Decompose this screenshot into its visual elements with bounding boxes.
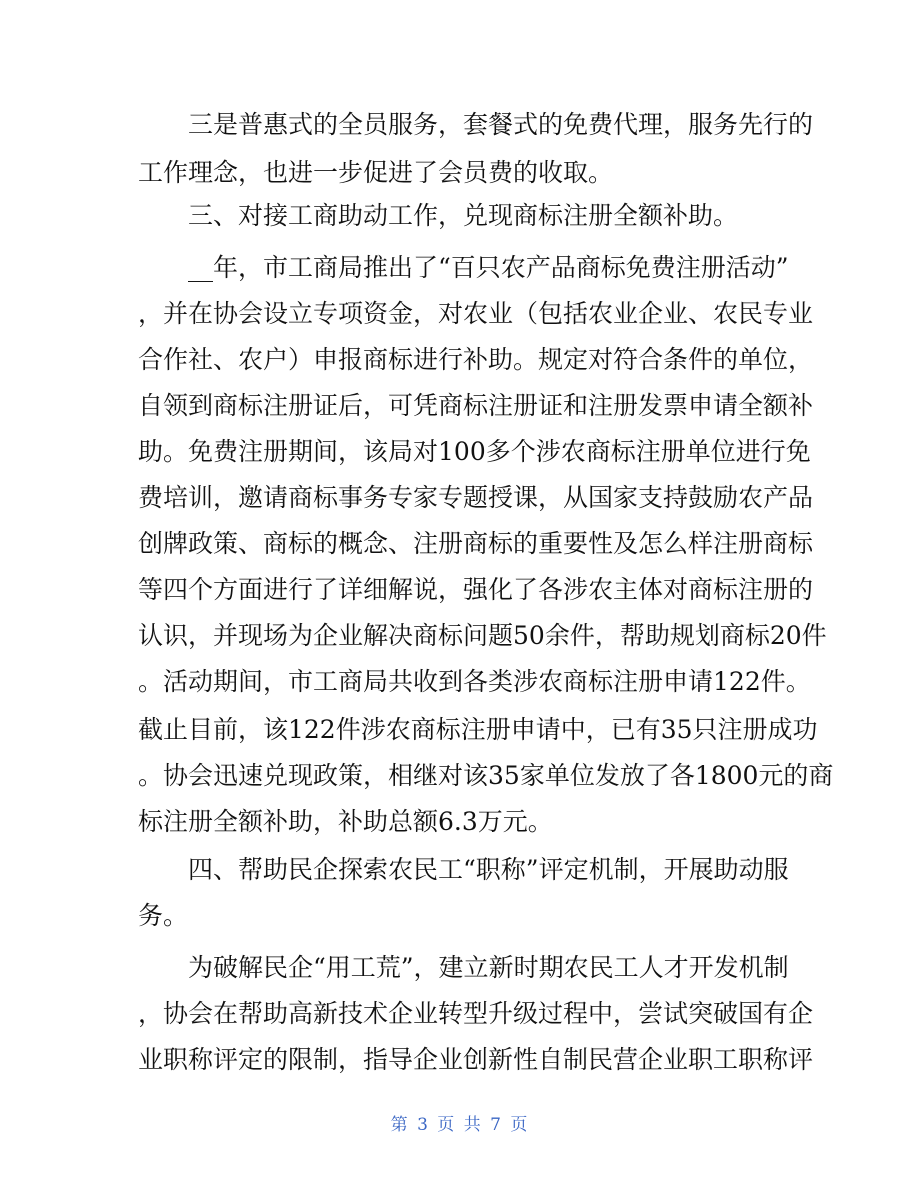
text-line: 业职称评定的限制，指导企业创新性自制民营企业职工职称评 [138, 1045, 814, 1074]
text-line: 截止目前，该122件涉农商标注册申请中，已有35只注册成功 [138, 715, 818, 744]
text-line: ，并在协会设立专项资金，对农业（包括农业企业、农民专业 [138, 299, 814, 328]
page-number: 第 3 页 共 7 页 [390, 1115, 530, 1135]
section-heading: 四、帮助民企探索农民工“职称”评定机制，开展助动服 [188, 855, 789, 884]
text-line: 标注册全额补助，补助总额6.3万元。 [138, 807, 553, 836]
text-line: 助。免费注册期间，该局对100多个涉农商标注册单位进行免 [138, 437, 811, 466]
text-line: 等四个方面进行了详细解说，强化了各涉农主体对商标注册的 [138, 575, 814, 604]
text-line: 三是普惠式的全员服务，套餐式的免费代理，服务先行的 [188, 110, 814, 139]
text-line: __年，市工商局推出了“百只农产品商标免费注册活动” [188, 253, 789, 282]
text-line: 务。 [138, 901, 189, 930]
text-line: 。活动期间，市工商局共收到各类涉农商标注册申请122件。 [138, 667, 811, 696]
text-line: 。协会迅速兑现政策，相继对该35家单位发放了各1800元的商 [138, 761, 834, 790]
text-line: 自领到商标注册证后，可凭商标注册证和注册发票申请全额补 [138, 391, 814, 420]
text-line: 工作理念，也进一步促进了会员费的收取。 [138, 158, 614, 187]
text-line: ，协会在帮助高新技术企业转型升级过程中，尝试突破国有企 [138, 999, 814, 1028]
text-line: 费培训，邀请商标事务专家专题授课，从国家支持鼓励农产品 [138, 483, 814, 512]
section-heading: 三、对接工商助动工作，兑现商标注册全额补助。 [188, 201, 739, 230]
text-line: 合作社、农户）申报商标进行补助。规定对符合条件的单位， [138, 345, 814, 374]
text-line: 创牌政策、商标的概念、注册商标的重要性及怎么样注册商标 [138, 529, 814, 558]
text-line: 为破解民企“用工荒”，建立新时期农民工人才开发机制 [188, 953, 789, 982]
text-line: 认识，并现场为企业解决商标问题50余件，帮助规划商标20件 [138, 621, 827, 650]
